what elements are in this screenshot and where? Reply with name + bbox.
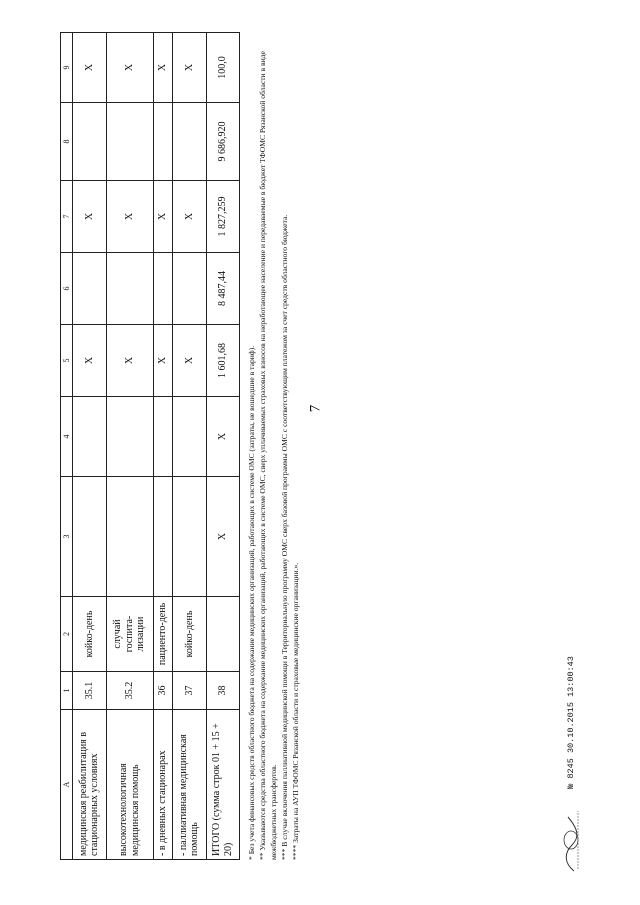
table-row — [173, 33, 206, 860]
footnotes — [246, 40, 336, 860]
table-cell — [106, 253, 153, 325]
footnote: ** Указываются средства областного бюджета на содержание медицинских организаций, работающих в системе ОМС, сверх уплачиваемых страховых взносов на неработающее население и передаваемые в бюджет ТФОМС Рязанской области в виде межбюджетных трансфертов. — [258, 51, 278, 860]
table-cell — [106, 477, 153, 597]
col-header: 1 — [61, 672, 73, 710]
col-header: 4 — [61, 397, 73, 477]
table-cell — [106, 397, 153, 477]
table-row — [153, 33, 173, 860]
table-cell: 1 827,259 — [206, 181, 239, 253]
table-cell — [173, 103, 206, 181]
table-cell — [73, 397, 106, 477]
table-cell: X — [206, 477, 239, 597]
row-label-cell: - в дневных стационарах — [153, 710, 173, 860]
table-cell: X — [153, 181, 173, 253]
footnote: * Без учета финансовых средств областного бюджета на содержание медицинских организаций, работающих в системе ОМС (затраты, не вошедшие в тариф). — [247, 345, 256, 860]
row-label-cell: - паллиативная медицинская помощь — [173, 710, 206, 860]
col-header: 7 — [61, 181, 73, 253]
table-cell: 36 — [153, 672, 173, 710]
table-cell: X — [153, 33, 173, 103]
table-cell: койко-день — [73, 597, 106, 672]
page-number: 7 — [307, 404, 324, 413]
budget-table — [60, 32, 240, 860]
table-cell: койко-день — [173, 597, 206, 672]
table-cell: 1 601,68 — [206, 325, 239, 397]
table-cell: 37 — [173, 672, 206, 710]
col-header: 9 — [61, 33, 73, 103]
table-cell — [173, 397, 206, 477]
table-cell: X — [173, 181, 206, 253]
row-label-cell: ИТОГО (сумма строк 01 + 15 + 20) — [206, 710, 239, 860]
table-body — [73, 33, 240, 860]
budget-table-rotated — [60, 33, 240, 860]
table-cell — [106, 103, 153, 181]
table-row — [73, 33, 106, 860]
table-cell — [206, 597, 239, 672]
table-cell — [73, 253, 106, 325]
header-row — [61, 33, 73, 860]
col-header: 6 — [61, 253, 73, 325]
table-cell: 35.2 — [106, 672, 153, 710]
table-cell: 35.1 — [73, 672, 106, 710]
table-cell — [173, 477, 206, 597]
table-cell: X — [106, 325, 153, 397]
footnote: **** Затраты на АУП ТФОМС Рязанской области и страховые медицинские организации.». — [291, 562, 300, 860]
seal-icon — [560, 805, 582, 875]
col-header: 2 — [61, 597, 73, 672]
document-stamp — [560, 655, 600, 875]
table-cell: X — [73, 325, 106, 397]
table-cell: X — [106, 33, 153, 103]
table-cell: 38 — [206, 672, 239, 710]
row-label-cell: медицинская реабилитация в стационарных условиях — [73, 710, 106, 860]
table-cell: X — [73, 181, 106, 253]
table-cell: X — [173, 33, 206, 103]
table-cell — [153, 397, 173, 477]
col-header: A — [61, 710, 73, 860]
table-row — [206, 33, 239, 860]
col-header: 3 — [61, 477, 73, 597]
table-cell — [153, 253, 173, 325]
table-cell — [173, 253, 206, 325]
table-cell: 9 686,920 — [206, 103, 239, 181]
table-cell: X — [206, 397, 239, 477]
registration-stamp: № 8245 30.10.2015 13:00:43 — [566, 656, 576, 789]
table-cell: 100,0 — [206, 33, 239, 103]
row-label-cell: высокотехнологичная медицинская помощь — [106, 710, 153, 860]
table-cell — [153, 103, 173, 181]
table-cell — [153, 477, 173, 597]
table-cell: X — [153, 325, 173, 397]
table-cell: X — [173, 325, 206, 397]
table-cell: X — [106, 181, 153, 253]
footnote: *** В случае включения паллиативной медицинской помощи в Территориальную программу ОМС сверх базовой программы ОМС с соответствующим платежом за счет средств областного бюджета. — [280, 214, 289, 860]
table-row — [106, 33, 153, 860]
col-header: 5 — [61, 325, 73, 397]
table-cell: случай госпита-лизации — [106, 597, 153, 672]
table-cell: X — [73, 33, 106, 103]
table-cell: пациенто-день — [153, 597, 173, 672]
table-cell — [73, 103, 106, 181]
table-cell: 8 487,44 — [206, 253, 239, 325]
table-cell — [73, 477, 106, 597]
col-header: 8 — [61, 103, 73, 181]
